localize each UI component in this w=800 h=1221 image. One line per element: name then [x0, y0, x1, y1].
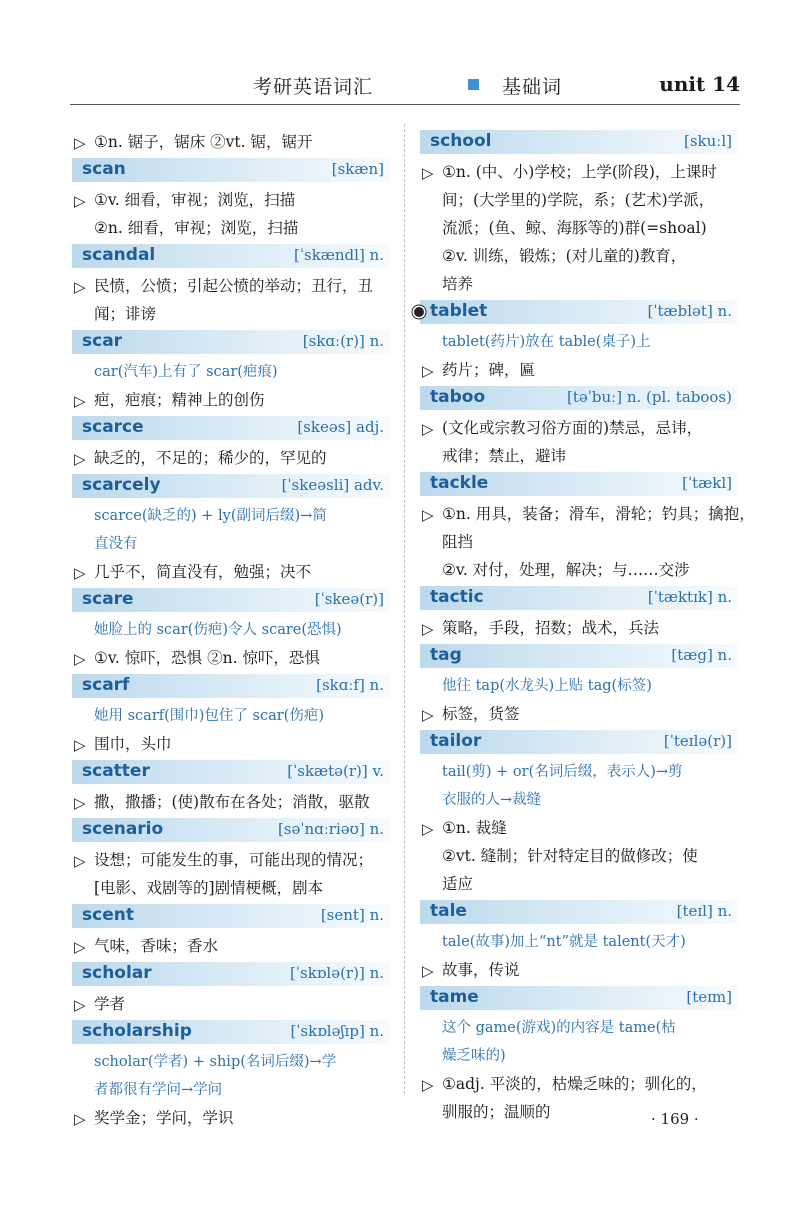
- right-column: [420, 128, 755, 1128]
- definition: [72, 558, 390, 586]
- definition-line: (文化或宗教习俗方面的)禁忌，忌讳，: [442, 419, 703, 437]
- vocab-entry: [72, 1020, 390, 1132]
- memory-tip-line: tail(剪) + or(名词后缀，表示人)→剪: [442, 764, 683, 780]
- definition-line: ①v. 惊吓，恐惧 ②n. 惊吓，恐惧: [94, 649, 320, 667]
- memory-tip: [72, 702, 390, 730]
- word-header-bar: [72, 674, 390, 698]
- definition-line: ②v. 对付，处理，解决；与……交涉: [442, 561, 690, 579]
- definition-line: 标签，货签: [442, 705, 520, 723]
- memory-tip: [72, 502, 390, 558]
- word-header-bar: [72, 158, 390, 182]
- definition-line: 奖学金；学问，学识: [94, 1109, 234, 1127]
- triangle-bullet-icon: ▷: [74, 564, 86, 582]
- vocab-entry: [72, 416, 390, 472]
- vocab-entry: [72, 818, 390, 902]
- phonetic: [sent] n.: [320, 906, 384, 924]
- triangle-bullet-icon: ▷: [74, 192, 86, 210]
- vocab-entry: [72, 760, 390, 816]
- headword: school: [430, 131, 492, 151]
- vocab-entry: [420, 730, 738, 898]
- memory-tip: [420, 328, 738, 356]
- page-number: · 169 ·: [651, 1110, 699, 1128]
- word-header-bar: [72, 588, 390, 612]
- phonetic: [səˈnɑːriəʊ] n.: [277, 820, 384, 838]
- definition: [72, 846, 390, 902]
- memory-tip: [420, 928, 738, 956]
- definition-line: 撒，撒播；(使)散布在各处；消散，驱散: [94, 793, 370, 811]
- word-header-bar: [72, 1020, 390, 1044]
- definition-line: ①v. 细看，审视；浏览，扫描: [94, 191, 296, 209]
- phonetic: [skeəs] adj.: [297, 418, 384, 436]
- word-header-bar: [72, 760, 390, 784]
- vocab-entry: [420, 300, 738, 384]
- headword: scatter: [82, 761, 150, 781]
- memory-tip: [420, 758, 738, 814]
- definition-line: ①n. 裁缝: [442, 819, 507, 837]
- definition-line: [电影、戏剧等的]剧情梗概，剧本: [94, 879, 324, 897]
- triangle-bullet-icon: ▷: [422, 620, 434, 638]
- memory-tip-line: 她脸上的 scar(伤疤)令人 scare(恐惧): [94, 622, 342, 638]
- word-header-bar: [420, 130, 738, 154]
- phonetic: [ˈskeə(r)]: [314, 590, 384, 608]
- triangle-bullet-icon: ▷: [74, 852, 86, 870]
- memory-tip-line: 她用 scarf(围巾)包住了 scar(伤疤): [94, 708, 324, 724]
- headword: scholar: [82, 963, 152, 983]
- definition-line: 气味，香味；香水: [94, 937, 219, 955]
- definition-line: ①n. 锯子，锯床 ②vt. 锯，锯开: [94, 133, 313, 151]
- vocab-entry: [420, 644, 738, 728]
- vocab-entry: [72, 962, 390, 1018]
- memory-tip-line: 直没有: [94, 536, 138, 552]
- headword: tame: [430, 987, 479, 1007]
- headword: scarce: [82, 417, 144, 437]
- bullet-mark-icon: [414, 307, 424, 317]
- headword: tackle: [430, 473, 489, 493]
- definition: [72, 730, 390, 758]
- phonetic: [tæg] n.: [671, 646, 732, 664]
- vocab-entry: [72, 588, 390, 672]
- definition: [72, 990, 390, 1018]
- phonetic: [skɑː(r)] n.: [302, 332, 384, 350]
- phonetic: [təˈbuː] n. (pl. taboos): [567, 388, 732, 406]
- headword: scare: [82, 589, 134, 609]
- definition-line: 几乎不，简直没有，勉强；决不: [94, 563, 312, 581]
- definition: [420, 614, 738, 642]
- headword: tale: [430, 901, 467, 921]
- triangle-bullet-icon: ▷: [74, 736, 86, 754]
- triangle-bullet-icon: ▷: [74, 278, 86, 296]
- triangle-bullet-icon: ▷: [422, 1076, 434, 1094]
- phonetic: [ˈtækl]: [682, 474, 732, 492]
- word-header-bar: [72, 244, 390, 268]
- memory-tip: [72, 358, 390, 386]
- memory-tip: [72, 616, 390, 644]
- triangle-bullet-icon: ▷: [422, 164, 434, 182]
- vocab-entry: [72, 244, 390, 328]
- vocab-entry: [420, 130, 738, 298]
- definition-line: ②n. 细看，审视；浏览，扫描: [94, 219, 299, 237]
- definition-line: 戒律；禁止，避讳: [442, 447, 567, 465]
- definition: [420, 414, 738, 470]
- definition-line: 流派；(鱼、鲸、海豚等的)群(=shoal): [442, 219, 707, 237]
- word-header-bar: [420, 300, 738, 324]
- phonetic: [ˈskeəsli] adv.: [281, 476, 384, 494]
- word-header-bar: [420, 472, 738, 496]
- word-header-bar: [72, 962, 390, 986]
- word-header-bar: [420, 644, 738, 668]
- definition: [72, 128, 390, 156]
- word-header-bar: [420, 586, 738, 610]
- headword: scholarship: [82, 1021, 192, 1041]
- phonetic: [ˈteɪlə(r)]: [663, 732, 732, 750]
- triangle-bullet-icon: ▷: [422, 362, 434, 380]
- memory-tip: [72, 1048, 390, 1104]
- triangle-bullet-icon: ▷: [74, 996, 86, 1014]
- phonetic: [teɪl] n.: [676, 902, 732, 920]
- definition: [72, 1104, 390, 1132]
- definition-line: 疤，疤痕；精神上的创伤: [94, 391, 265, 409]
- header-rule: [70, 104, 740, 105]
- vocab-entry: [420, 586, 738, 642]
- memory-tip-line: 者都很有学问→学问: [94, 1082, 223, 1098]
- triangle-bullet-icon: ▷: [74, 134, 86, 152]
- definition-line: 策略，手段，招数；战术，兵法: [442, 619, 660, 637]
- definition-line: ②vt. 缝制；针对特定目的做修改；使: [442, 847, 698, 865]
- memory-tip-line: tablet(药片)放在 table(桌子)上: [442, 334, 651, 350]
- definition-line: 学者: [94, 995, 126, 1013]
- headword: scar: [82, 331, 123, 351]
- vocab-entry: [72, 904, 390, 960]
- headword: tag: [430, 645, 462, 665]
- word-header-bar: [72, 904, 390, 928]
- word-header-bar: [72, 474, 390, 498]
- word-header-bar: [420, 730, 738, 754]
- word-header-bar: [72, 818, 390, 842]
- definition-line: 缺乏的，不足的；稀少的，罕见的: [94, 449, 327, 467]
- word-header-bar: [420, 986, 738, 1010]
- definition-line: 围巾，头巾: [94, 735, 172, 753]
- triangle-bullet-icon: ▷: [422, 820, 434, 838]
- definition: [72, 444, 390, 472]
- phonetic: [skɑːf] n.: [316, 676, 384, 694]
- column-divider: [404, 124, 405, 1094]
- definition-line: ②v. 训练，锻炼；(对儿童的)教育，: [442, 247, 687, 265]
- headword: scan: [82, 159, 126, 179]
- headword: tailor: [430, 731, 482, 751]
- definition-line: 药片；碑，匾: [442, 361, 536, 379]
- memory-tip-line: 衣服的人→裁缝: [442, 792, 542, 808]
- definition-line: 故事，传说: [442, 961, 520, 979]
- triangle-bullet-icon: ▷: [74, 650, 86, 668]
- vocab-entry: [72, 128, 390, 156]
- memory-tip-line: 他往 tap(水龙头)上贴 tag(标签): [442, 678, 652, 694]
- definition: [72, 386, 390, 414]
- word-header-bar: [420, 900, 738, 924]
- definition-line: 阻挡: [442, 533, 474, 551]
- memory-tip-line: car(汽车)上有了 scar(疤痕): [94, 364, 278, 380]
- triangle-bullet-icon: ▷: [74, 938, 86, 956]
- vocab-entry: [420, 472, 755, 584]
- book-title: 考研英语词汇: [253, 76, 374, 98]
- triangle-bullet-icon: ▷: [74, 392, 86, 410]
- unit-label: unit 14: [659, 72, 740, 96]
- phonetic: [ˈskændl] n.: [294, 246, 384, 264]
- headword: scandal: [82, 245, 156, 265]
- memory-tip-line: 这个 game(游戏)的内容是 tame(枯: [442, 1020, 676, 1036]
- definition: [420, 700, 738, 728]
- definition-line: 间；(大学里的)学院，系；(艺术)学派，: [442, 191, 715, 209]
- phonetic: [skuːl]: [683, 132, 732, 150]
- triangle-bullet-icon: ▷: [422, 420, 434, 438]
- definition: [72, 932, 390, 960]
- vocab-entry: [420, 986, 738, 1126]
- definition: [72, 186, 390, 242]
- triangle-bullet-icon: ▷: [422, 962, 434, 980]
- vocab-entry: [72, 474, 390, 586]
- memory-tip-line: scarce(缺乏的) + ly(副词后缀)→简: [94, 508, 327, 524]
- vocab-entry: [72, 330, 390, 414]
- page-header: [70, 70, 740, 102]
- word-header-bar: [72, 330, 390, 354]
- phonetic: [ˈtæblət] n.: [647, 302, 732, 320]
- vocab-entry: [420, 900, 738, 984]
- headword: scarcely: [82, 475, 161, 495]
- memory-tip-line: 燥乏味的): [442, 1048, 506, 1064]
- triangle-bullet-icon: ▷: [74, 1110, 86, 1128]
- definition: [420, 356, 738, 384]
- triangle-bullet-icon: ▷: [74, 450, 86, 468]
- definition: [420, 956, 738, 984]
- phonetic: [skæn]: [331, 160, 384, 178]
- section-title: 基础词: [502, 76, 563, 98]
- definition-line: ①n. (中、小)学校；上学(阶段)，上课时: [442, 163, 717, 181]
- memory-tip-line: scholar(学者) + ship(名词后缀)→学: [94, 1054, 337, 1070]
- triangle-bullet-icon: ▷: [422, 706, 434, 724]
- memory-tip: [420, 1014, 738, 1070]
- headword: taboo: [430, 387, 486, 407]
- triangle-bullet-icon: ▷: [74, 794, 86, 812]
- headword: tactic: [430, 587, 484, 607]
- definition-line: ①adj. 平淡的，枯燥乏味的；驯化的，: [442, 1075, 707, 1093]
- word-header-bar: [420, 386, 738, 410]
- definition-line: 民愤，公愤；引起公愤的举动；丑行，丑: [94, 277, 374, 295]
- headword: scenario: [82, 819, 164, 839]
- definition: [72, 788, 390, 816]
- definition: [420, 500, 755, 584]
- word-header-bar: [72, 416, 390, 440]
- definition-line: 闻；诽谤: [94, 305, 157, 323]
- phonetic: [ˈtæktɪk] n.: [647, 588, 732, 606]
- memory-tip: [420, 672, 738, 700]
- definition-line: 培养: [442, 275, 474, 293]
- triangle-bullet-icon: ▷: [422, 506, 434, 524]
- phonetic: [teɪm]: [686, 988, 732, 1006]
- vocab-entry: [72, 158, 390, 242]
- definition-line: 适应: [442, 875, 474, 893]
- definition: [420, 814, 738, 898]
- headword: tablet: [430, 301, 488, 321]
- phonetic: [ˈskɒləʃɪp] n.: [290, 1022, 384, 1040]
- headword: scarf: [82, 675, 130, 695]
- definition: [72, 644, 390, 672]
- left-column: [72, 128, 390, 1134]
- headword: scent: [82, 905, 134, 925]
- definition-line: ①n. 用具，装备；滑车，滑轮；钓具；擒抱，: [442, 505, 755, 523]
- square-bullet-icon: [468, 79, 479, 90]
- definition: [420, 158, 738, 298]
- memory-tip-line: tale(故事)加上“nt”就是 talent(天才): [442, 934, 686, 950]
- definition: [72, 272, 390, 328]
- phonetic: [ˈskɒlə(r)] n.: [290, 964, 384, 982]
- vocab-entry: [420, 386, 738, 470]
- definition-line: 驯服的；温顺的: [442, 1103, 551, 1121]
- definition-line: 设想；可能发生的事，可能出现的情况；: [94, 851, 374, 869]
- vocab-entry: [72, 674, 390, 758]
- phonetic: [ˈskætə(r)] v.: [287, 762, 384, 780]
